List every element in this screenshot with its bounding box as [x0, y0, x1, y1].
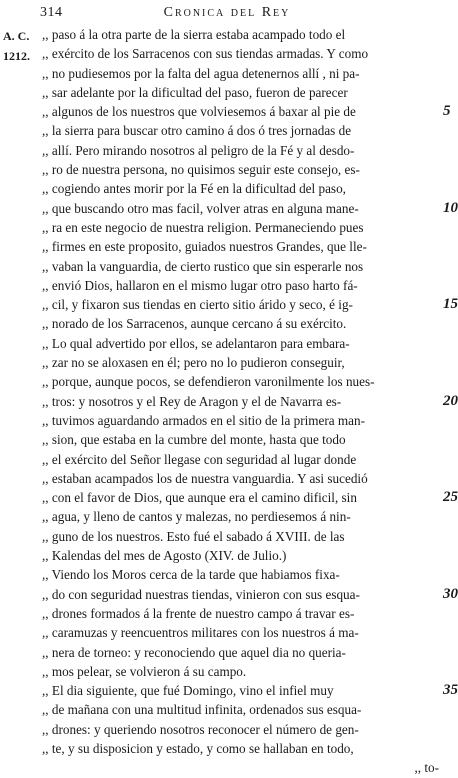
text-line: ,, tros: y nosotros y el Rey de Aragon y el de Navarra es-	[42, 393, 342, 409]
text-line: ,, Lo qual advertido por ellos, se adelantaron para embara-	[42, 335, 350, 351]
text-line: ,, ra en este negocio de nuestra religion. Permaneciendo pues	[42, 219, 364, 235]
text-line: ,, estaban acampados los de nuestra vanguardia. Y asi sucedió	[42, 470, 368, 486]
text-line: ,, ro de nuestra persona, no quisimos seguir este consejo, es-	[42, 162, 360, 178]
text-line: ,, norado de los Sarracenos, aunque cercano á su exército.	[42, 316, 347, 332]
text-line: ,, cil, y fixaron sus tiendas en cierto sitio árido y seco, é ig-	[42, 297, 353, 313]
text-line: ,, allí. Pero mirando nosotros al peligro de la Fé y al desdo-	[42, 142, 355, 158]
text-line: ,, vaban la vanguardia, de cierto rustico que sin esperarle nos	[42, 258, 364, 274]
text-line: ,, envió Dios, hallaron en el mismo lugar otro paso harto fá-	[42, 277, 358, 293]
text-line: ,, drones: y queriendo nosotros reconocer el número de gen-	[42, 721, 359, 737]
text-line: ,, drones formados á la frente de nuestro campo á travar es-	[42, 605, 355, 621]
line-number: 5	[443, 103, 451, 120]
text-line: ,, mos pelear, se volvieron á su campo.	[42, 663, 247, 679]
line-number: 10	[443, 199, 458, 216]
text-line: ,, do con seguridad nuestras tiendas, vinieron con sus esqua-	[42, 586, 360, 602]
text-line: ,, El dia siguiente, que fué Domingo, vino el infiel muy	[42, 683, 334, 699]
text-line: ,, agua, y lleno de cantos y malezas, no perdiesemos á nin-	[42, 509, 351, 525]
text-line: ,, guno de los nuestros. Esto fué el sabado á XVIII. de las	[42, 528, 345, 544]
line-number: 15	[443, 296, 458, 313]
text-line: ,, cogiendo antes morir por la Fé en la dificultad del paso,	[42, 181, 346, 197]
text-line: ,, Viendo los Moros cerca de la tarde que habiamos fixa-	[42, 567, 340, 583]
text-line: ,, to-	[414, 760, 439, 776]
running-head: Cronica del Rey	[163, 5, 291, 20]
text-line: ,, paso á la otra parte de la sierra estaba acampado todo el	[42, 27, 346, 42]
text-line: ,, nera de torneo: y reconociendo que aquel dia no queria-	[42, 644, 346, 660]
text-line: ,, porque, aunque pocos, se defendieron varonilmente los nues-	[42, 374, 375, 390]
line-number: 35	[443, 682, 458, 699]
text-line: ,, algunos de los nuestros que volviesemos á baxar al pie de	[42, 104, 356, 120]
text-line: ,, con el favor de Dios, que aunque era el camino dificil, sin	[42, 490, 357, 506]
body-text	[42, 25, 439, 778]
margin-era: A. C.	[3, 29, 30, 43]
page-header	[0, 2, 454, 26]
margin-date	[3, 27, 30, 66]
text-line: ,, la sierra para buscar otro camino á dos ó tres jornadas de	[42, 123, 352, 139]
text-line: ,, sar adelante por la dificultad del paso, fueron de parecer	[42, 84, 348, 100]
line-number: 20	[443, 392, 458, 409]
text-line: ,, de mañana con una multitud infinita, ordenados sus esqua-	[42, 702, 362, 718]
text-line: ,, exército de los Sarracenos con sus tiendas armadas. Y como	[42, 46, 369, 62]
text-line: ,, te, y su disposicion y estado, y como se hallaban en todo,	[42, 740, 354, 756]
page-number: 314	[40, 5, 63, 20]
margin-year: 1212.	[3, 48, 30, 63]
text-line: ,, sion, que estaba en la cumbre del monte, hasta que todo	[42, 432, 346, 448]
text-line: ,, zar no se aloxasen en él; pero no lo pudieron conseguir,	[42, 355, 345, 371]
text-line: ,, firmes en este proposito, guiados nuestros Grandes, que lle-	[42, 239, 367, 255]
text-line: ,, caramuzas y reencuentros militares con los nuestros á ma-	[42, 625, 359, 641]
text-line: ,, el exército del Señor llegase con seguridad al lugar donde	[42, 451, 357, 467]
text-line: ,, no pudiesemos por la falta del agua detenernos allí , ni pa-	[42, 65, 360, 81]
line-number: 30	[443, 585, 458, 602]
text-line: ,, Kalendas del mes de Agosto (XIV. de Julio.)	[42, 548, 287, 564]
text-line: ,, que buscando otro mas facil, volver atras en alguna mane-	[42, 200, 359, 216]
line-number: 25	[443, 489, 458, 506]
text-line: ,, tuvimos aguardando armados en el sitio de la primera man-	[42, 412, 365, 428]
